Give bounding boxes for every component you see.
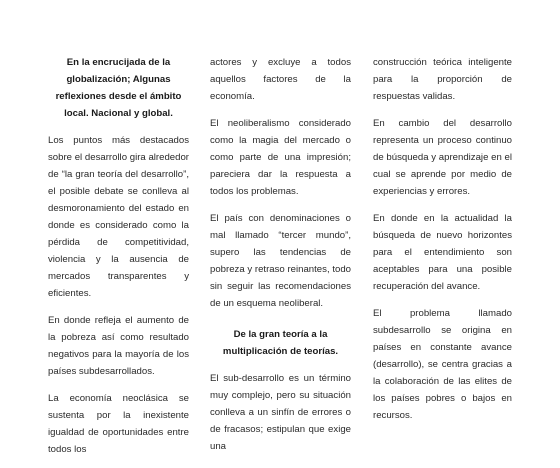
- paragraph: En donde refleja el aumento de la pobreza así como resultado negativos para la mayoría de los países subdesarrollados.: [48, 315, 189, 377]
- paragraph: En cambio del desarrollo representa un proceso continuo de búsqueda y aprendizaje en el cual se aprende por medio de experiencias y errores.: [373, 118, 512, 197]
- paragraph: actores y excluye a todos aquellos factores de la economía.: [210, 57, 351, 102]
- paragraph: construcción teórica inteligente para la proporción de respuestas validas.: [373, 57, 512, 102]
- paragraph: La economía neoclásica se sustenta por la inexistente igualdad de oportunidades entre todos los: [48, 393, 189, 455]
- section-heading-1: En la encrucijada de la globalización; Algunas reflexiones desde el ámbito local. Nacional y global.: [55, 57, 182, 119]
- paragraph: Los puntos más destacados sobre el desarrollo gira alrededor de “la gran teoría del desarrollo”, el posible debate se conlleva al desmoronamiento del estado en donde es considerado como la pérdida de competitividad, violencia y la ausencia de mercados transparentes y eficientes.: [48, 135, 189, 299]
- paragraph: En donde en la actualidad la búsqueda de nuevo horizontes para el entendimiento son aceptables para una posible recuperación del avance.: [373, 213, 512, 292]
- column-1: [48, 54, 189, 468]
- paragraph: El país con denominaciones o mal llamado “tercer mundo”, supero las tendencias de pobreza y retraso reinantes, todo sin seguir las recomendaciones de un esquema neoliberal.: [210, 213, 351, 309]
- column-2: [210, 54, 351, 465]
- paragraph: El problema llamado subdesarrollo se origina en países en constante avance (desarrollo), se centra gracias a la colaboración de las elites de los países pobres o bajos en recursos.: [373, 308, 512, 421]
- paragraph: El sub-desarrollo es un término muy complejo, pero su situación conlleva a un sinfín de errores o de fracasos; estipulan que exige una: [210, 373, 351, 452]
- paragraph: El neoliberalismo considerado como la magia del mercado o como parte de una impresión; pareciera dar la respuesta a todos los problemas.: [210, 118, 351, 197]
- column-3: [373, 54, 512, 434]
- section-heading-2: De la gran teoría a la multiplicación de teorías.: [222, 329, 339, 357]
